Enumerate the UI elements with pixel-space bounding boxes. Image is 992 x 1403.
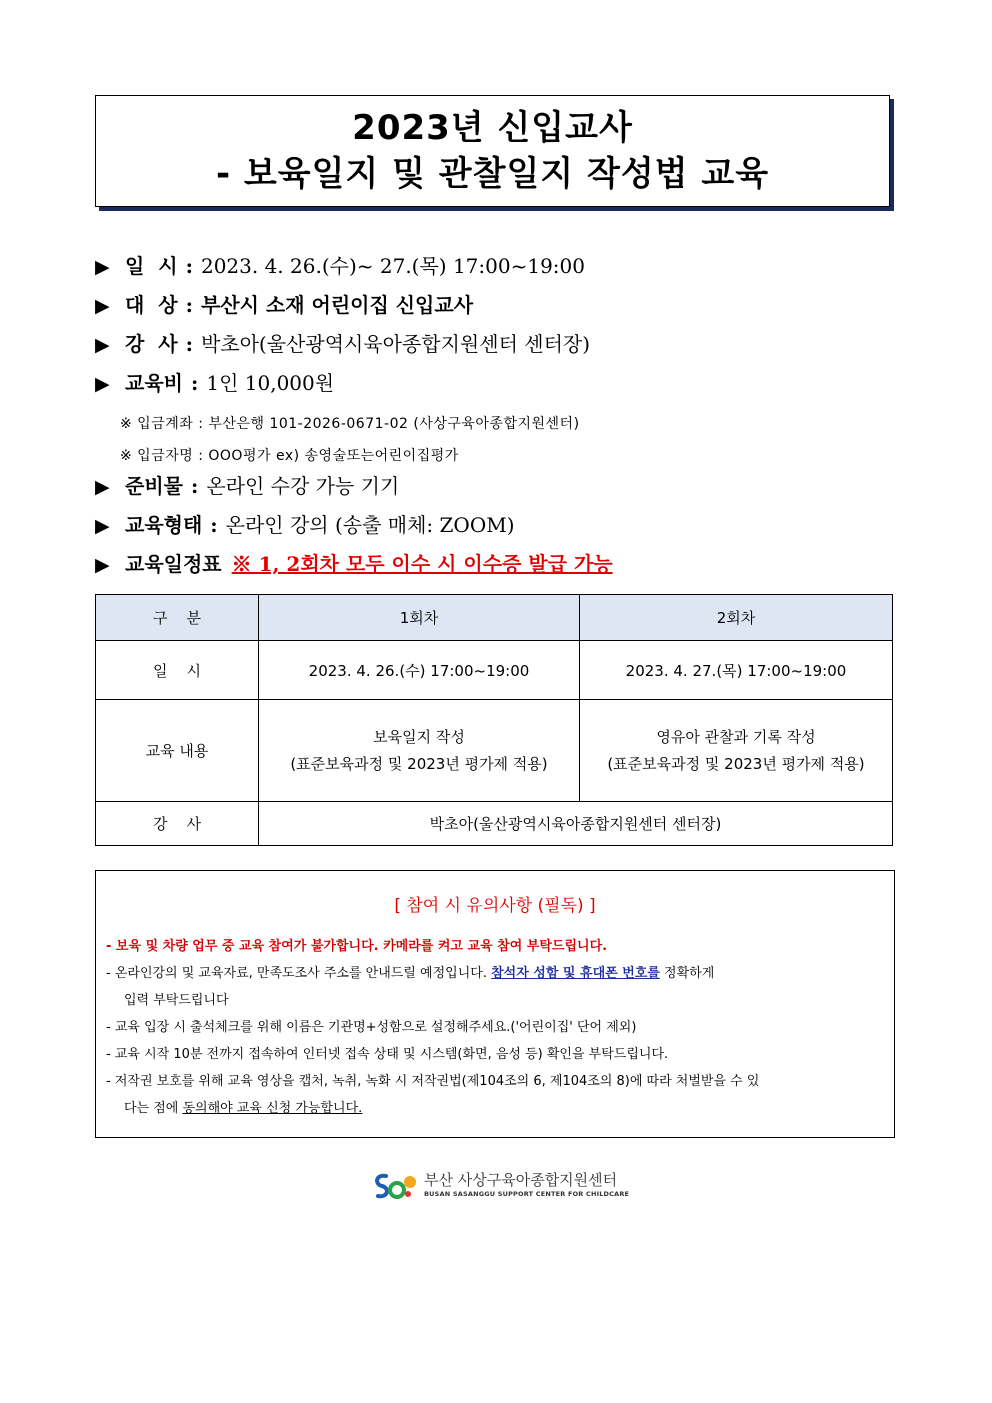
- info-value: 2023. 4. 26.(수)~ 27.(목) 17:00~19:00: [200, 254, 585, 278]
- arrow-icon: ▶: [95, 476, 110, 498]
- info-value: 부산시 소재 어린이집 신입교사: [200, 293, 474, 317]
- info-row-prep: [95, 470, 895, 509]
- table-row-instructor: [96, 802, 893, 846]
- footer-center-name: 부산 사상구육아종합지원센터: [424, 1171, 618, 1189]
- info-label: 교육일정표: [125, 552, 222, 576]
- info-row-timetable: [95, 548, 895, 587]
- content-s2-line2: (표준보육과정 및 2023년 평가제 적용): [607, 754, 865, 773]
- notice-line-2-post: 정확하게: [659, 966, 715, 981]
- notice-line-5b: [106, 1095, 886, 1122]
- center-logo-icon: [372, 1168, 420, 1202]
- title-box: [95, 95, 890, 207]
- title-line-1: 2023년 신입교사: [352, 108, 633, 148]
- notice-line-3: - 교육 입장 시 출석체크를 위해 이름은 기관명+성함으로 설정해주세요.('어린이집' 단어 제외): [106, 1020, 637, 1035]
- table-row-content: [96, 700, 893, 802]
- notice-line-1: - 보육 및 차량 업무 중 교육 참여가 불가합니다. 카메라를 켜고 교육 참여 부탁드립니다.: [106, 939, 608, 954]
- row-content-label: 교육 내용: [96, 700, 259, 802]
- row-instructor-label: 강 사: [96, 802, 259, 846]
- info-row-fee: [95, 367, 895, 406]
- footer-logo: [372, 1168, 629, 1202]
- footer-text: [424, 1171, 629, 1199]
- colon: :: [185, 332, 193, 356]
- info-value: 온라인 수강 가능 기기: [206, 474, 400, 498]
- info-row-format: [95, 509, 895, 548]
- content-s1-line2: (표준보육과정 및 2023년 평가제 적용): [290, 754, 548, 773]
- note-account: ※ 입금계좌 : 부산은행 101-2026-0671-02 (사상구육아종합지원센터): [120, 416, 580, 432]
- notice-line-5b-u: 동의해야 교육 신청 가능합니다.: [182, 1101, 363, 1116]
- notice-line-5: - 저작권 보호를 위해 교육 영상을 캡처, 녹취, 녹화 시 저작권법(제104조의 6, 제104조의 8)에 따라 처벌받을 수 있: [106, 1074, 760, 1089]
- row-content-s2: [580, 700, 893, 802]
- notice-line-2: [106, 960, 886, 987]
- info-value: 1인 10,000원: [206, 371, 335, 395]
- info-row-schedule: [95, 250, 895, 289]
- row-date-label: 일 시: [96, 641, 259, 700]
- info-label: 교육비: [125, 371, 183, 395]
- footer-center-sub: BUSAN SASANGGU SUPPORT CENTER FOR CHILDCARE: [424, 1190, 630, 1198]
- header-session-1: 1회차: [259, 595, 580, 641]
- notice-line-2-pre: - 온라인강의 및 교육자료, 만족도조사 주소를 안내드릴 예정입니다.: [106, 966, 492, 981]
- notice-lines: [106, 933, 886, 1122]
- header-session-2: 2회차: [580, 595, 893, 641]
- notice-line-5b-pre: 다는 점에: [124, 1101, 183, 1116]
- title-line-2: - 보육일지 및 관찰일지 작성법 교육: [215, 154, 770, 194]
- arrow-icon: ▶: [95, 295, 110, 317]
- colon: :: [190, 474, 199, 498]
- header-category: 구 분: [96, 595, 259, 641]
- arrow-icon: ▶: [95, 256, 110, 278]
- arrow-icon: ▶: [95, 373, 110, 395]
- content-s1-line1: 보육일지 작성: [373, 727, 465, 746]
- arrow-icon: ▶: [95, 515, 110, 537]
- row-date-s1: 2023. 4. 26.(수) 17:00~19:00: [259, 641, 580, 700]
- notice-line-2-em: 참석자 성함 및 휴대폰 번호를: [491, 966, 660, 981]
- info-label: 교육형태: [125, 513, 203, 537]
- note-depositor: ※ 입금자명 : OOO평가 ex) 송영술또는어린이집평가: [120, 448, 459, 464]
- notice-line-2b: 입력 부탁드립니다: [124, 993, 229, 1008]
- info-label: 준비물: [125, 474, 183, 498]
- schedule-table: [95, 594, 893, 846]
- certificate-notice: ※ 1, 2회차 모두 이수 시 이수증 발급 가능: [231, 552, 613, 576]
- colon: :: [210, 513, 218, 537]
- info-label: 일 시: [125, 254, 178, 278]
- row-content-s1: [259, 700, 580, 802]
- info-label: 강 사: [125, 332, 178, 356]
- info-row-target: [95, 289, 895, 328]
- notice-title: [ 참여 시 유의사항 (필독) ]: [394, 896, 596, 916]
- colon: :: [190, 371, 199, 395]
- info-value: 박초아(울산광역시육아종합지원센터 센터장): [200, 332, 591, 356]
- info-label: 대 상: [125, 293, 178, 317]
- notice-line-4: - 교육 시작 10분 전까지 접속하여 인터넷 접속 상태 및 시스템(화면, 음성 등) 확인을 부탁드립니다.: [106, 1047, 669, 1062]
- info-row-instructor: [95, 328, 895, 367]
- colon: :: [185, 254, 193, 278]
- notice-box: [95, 870, 895, 1138]
- info-section: [95, 250, 895, 587]
- table-row-date: [96, 641, 893, 700]
- content-s2-line1: 영유아 관찰과 기록 작성: [656, 727, 816, 746]
- arrow-icon: ▶: [95, 334, 110, 356]
- colon: :: [185, 293, 193, 317]
- table-header-row: [96, 595, 893, 641]
- arrow-icon: ▶: [95, 554, 110, 576]
- row-date-s2: 2023. 4. 27.(목) 17:00~19:00: [580, 641, 893, 700]
- info-value: 온라인 강의 (송출 매체: ZOOM): [225, 513, 515, 537]
- row-instructor-value: 박초아(울산광역시육아종합지원센터 센터장): [259, 802, 893, 846]
